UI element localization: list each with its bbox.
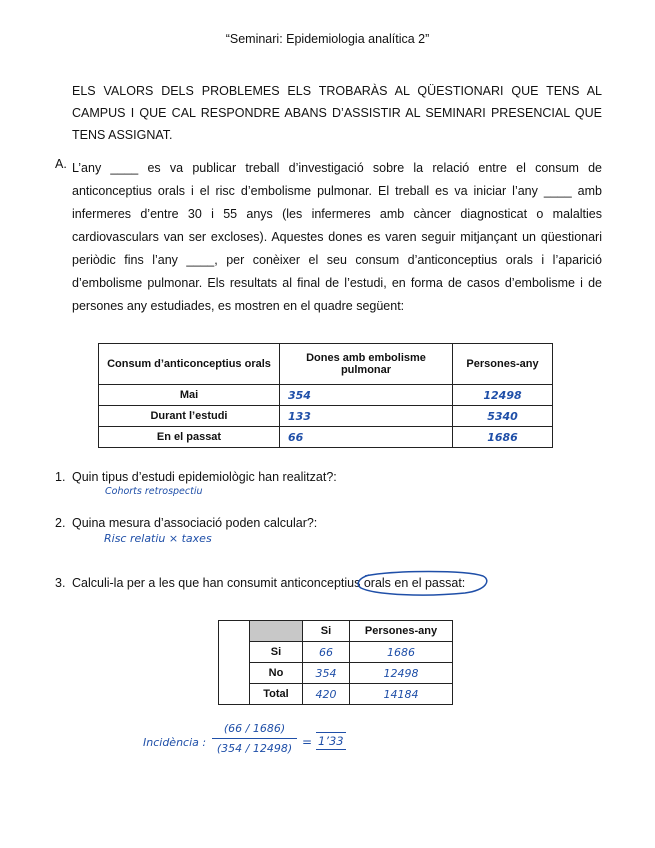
handwritten-answer: Cohorts retrospectiu <box>105 486 203 497</box>
fraction-bar <box>212 738 297 739</box>
table-row <box>219 642 453 663</box>
question-text: Calculi-la per a les que han consumit anticonceptius orals en el passat: <box>72 576 466 590</box>
table-row <box>99 427 553 448</box>
table-row <box>219 684 453 705</box>
question-number: 2. <box>55 516 66 530</box>
contingency-table-wrap <box>218 620 453 705</box>
cell: 1686 <box>350 642 453 663</box>
cell: 12498 <box>350 663 453 684</box>
table-row <box>99 406 553 427</box>
row-label: En el passat <box>99 427 280 448</box>
person-years-cell: 12498 <box>453 385 553 406</box>
cell: 354 <box>303 663 350 684</box>
result-value: 1’33 <box>318 734 344 748</box>
cell: 66 <box>303 642 350 663</box>
person-years-cell: 5340 <box>453 406 553 427</box>
person-years-cell: 1686 <box>453 427 553 448</box>
table-header <box>250 621 303 642</box>
question-number: 1. <box>55 470 66 484</box>
fraction-numerator: (66 / 1686) <box>223 722 286 735</box>
cases-cell: 66 <box>280 427 453 448</box>
question-number: 3. <box>55 576 66 590</box>
row-label: Mai <box>99 385 280 406</box>
problem-a-text: L’any ____ es va publicar treball d’investigació sobre la relació entre el consum de anticonceptius orals i el risc d’embolisme pulmonar. El treball es va iniciar l’any ____ amb infermeres d’entre 30 i 55 anys (les infermeres amb càncer diagnosticat o malalties cardiovasculars van ser excloses). Aquestes dones es varen seguir mitjançant un qüestionari periòdic fins l’any ____, per conèixer el seu consum d’anticonceptius orals i l’aparició d’embolisme pulmonar. Els resultats al final de l’estudi, en forma de casos d’embolisme i de persones any estudiades, es mostren en el quadre següent: <box>72 161 602 313</box>
equals-sign: = <box>302 735 313 749</box>
table-header: Si <box>303 621 350 642</box>
row-label: No <box>250 663 303 684</box>
fraction-denominator: (354 / 12498) <box>216 742 293 755</box>
page-header: “Seminari: Epidemiologia analítica 2” <box>225 32 430 46</box>
handwritten-answer: Risc relatiu × taxes <box>104 532 212 545</box>
fraction <box>212 722 297 755</box>
question-text: Quina mesura d’associació poden calcular?: <box>72 516 318 530</box>
question-text: Quin tipus d’estudi epidemiològic han realitzat?: <box>72 470 337 484</box>
intro-notice: ELS VALORS DELS PROBLEMES ELS TROBARÀS AL QÜESTIONARI QUE TENS AL CAMPUS I QUE CAL RESPONDRE ABANS D’ASSISTIR AL SEMINARI PRESENCIAL QUE TENS ASSIGNAT. <box>72 84 602 142</box>
data-table <box>98 343 553 448</box>
table-side-cell <box>219 621 250 705</box>
contingency-table <box>218 620 453 705</box>
problem-a-label: A. <box>55 157 67 171</box>
table-header-row <box>219 621 453 642</box>
table-header: Persones-any <box>350 621 453 642</box>
handwritten-circle <box>355 568 491 598</box>
row-label: Durant l’estudi <box>99 406 280 427</box>
table-header-row <box>99 344 553 385</box>
table-row <box>219 663 453 684</box>
cell: 14184 <box>350 684 453 705</box>
table-header: Persones-any <box>453 344 553 385</box>
table-row <box>99 385 553 406</box>
cases-cell: 354 <box>280 385 453 406</box>
cell: 420 <box>303 684 350 705</box>
incidence-label: Incidència : <box>143 736 207 749</box>
row-label: Total <box>250 684 303 705</box>
cases-cell: 133 <box>280 406 453 427</box>
row-label: Si <box>250 642 303 663</box>
table-header: Dones amb embolisme pulmonar <box>280 344 453 385</box>
table-header: Consum d’anticonceptius orals <box>99 344 280 385</box>
